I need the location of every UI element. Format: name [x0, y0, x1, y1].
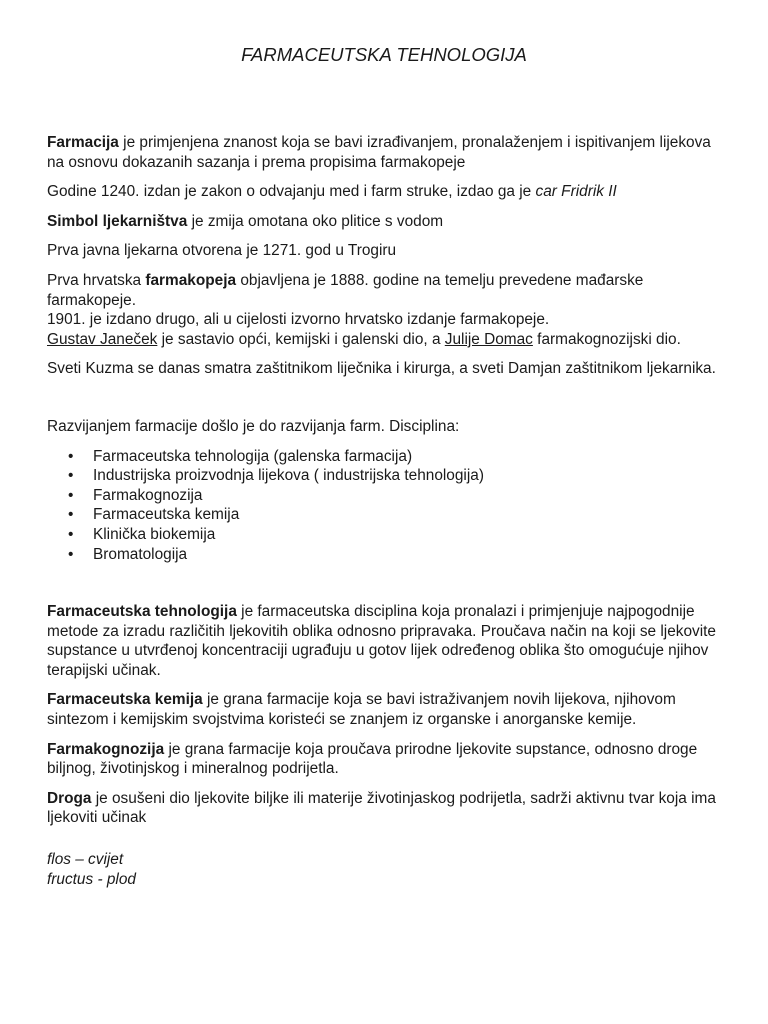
paragraph-ljekarna: Prva javna ljekarna otvorena je 1271. god u Trogiru: [47, 242, 397, 260]
person-janecek: Gustav Janeček: [47, 330, 158, 348]
latin-term: flos – cvijet: [47, 851, 124, 869]
term-farmakognozija: Farmakognozija: [47, 740, 165, 758]
definition-farmakognozija: Farmakognozija je grana farmacije koja proučava prirodne ljekovite supstance, odnosno droge biljnog, životinjskog i mineralnog podrijetla.: [47, 740, 698, 778]
disciplines-intro: Razvijanjem farmacije došlo je do razvijanja farm. Disciplina:: [47, 417, 460, 435]
term-kemija: Farmaceutska kemija: [47, 691, 203, 709]
term-droga: Droga: [47, 789, 92, 807]
document-body: [47, 133, 727, 899]
latin-terms: [47, 850, 727, 889]
document-title: FARMACEUTSKA TEHNOLOGIJA: [241, 44, 527, 65]
term-farmakopeja: farmakopeja: [145, 271, 237, 289]
definition-tehnologija: Farmaceutska tehnologija je farmaceutska disciplina koja pronalazi i primjenjuje najpogodnije metode za izradu različitih ljekovitih oblika odnosno pripravaka. Proučava način na koji se ljekovite supstance u utvrđenoj koncentraciji ugrađuju u gotov lijek određenog oblika što omogućuje njihov terapijski učinak.: [47, 603, 716, 679]
term-tehnologija: Farmaceutska tehnologija: [47, 603, 237, 621]
list-item: • Klinička biokemija: [47, 525, 727, 545]
paragraph-zakon: Godine 1240. izdan je zakon o odvajanju med i farm struke, izdao ga je car Fridrik II: [47, 183, 617, 201]
paragraph-simbol: Simbol ljekarništva je zmija omotana oko plitice s vodom: [47, 212, 444, 230]
list-item: • Farmaceutska tehnologija (galenska farmacija): [47, 447, 727, 467]
disciplines-list: [47, 447, 727, 565]
paragraph-farmakopeja: Prva hrvatska farmakopeja objavljena je 1888. godine na temelju prevedene mađarske farmakopeje. 1901. je izdano drugo, ali u cijelosti izvorno hrvatsko izdanje farmakopeje. Gustav Janeček je sastavio opći, kemijski i galenski dio, a Julije Domac farmakognozijski dio.: [47, 271, 681, 348]
emph-car: car Fridrik II: [535, 183, 617, 201]
definition-kemija: Farmaceutska kemija je grana farmacije koja se bavi istraživanjem novih lijekova, njihovom sintezom i kemijskim svojstvima koristeći se znanjem iz organske i anorganske kemije.: [47, 691, 676, 729]
latin-term: fructus - plod: [47, 870, 136, 888]
person-domac: Julije Domac: [444, 330, 533, 348]
paragraph-zastitnici: Sveti Kuzma se danas smatra zaštitnikom liječnika i kirurga, a sveti Damjan zaštitnikom ljekarnika.: [47, 360, 716, 378]
term-simbol: Simbol ljekarništva: [47, 212, 188, 230]
definition-droga: Droga je osušeni dio ljekovite biljke ili materije životinjaskog podrijetla, sadrži aktivnu tvar koja ima ljekoviti učinak: [47, 789, 716, 827]
list-item: • Industrijska proizvodnja lijekova ( industrijska tehnologija): [47, 466, 727, 486]
paragraph-farmacija: Farmacija je primjenjena znanost koja se bavi izrađivanjem, pronalaženjem i ispitivanjem lijekova na osnovu dokazanih sazanja i prema propisima farmakopeje: [47, 134, 711, 171]
list-item: • Farmakognozija: [47, 486, 727, 506]
list-item: • Bromatologija: [47, 545, 727, 565]
list-item: • Farmaceutska kemija: [47, 505, 727, 525]
term-farmacija: Farmacija: [47, 134, 119, 151]
